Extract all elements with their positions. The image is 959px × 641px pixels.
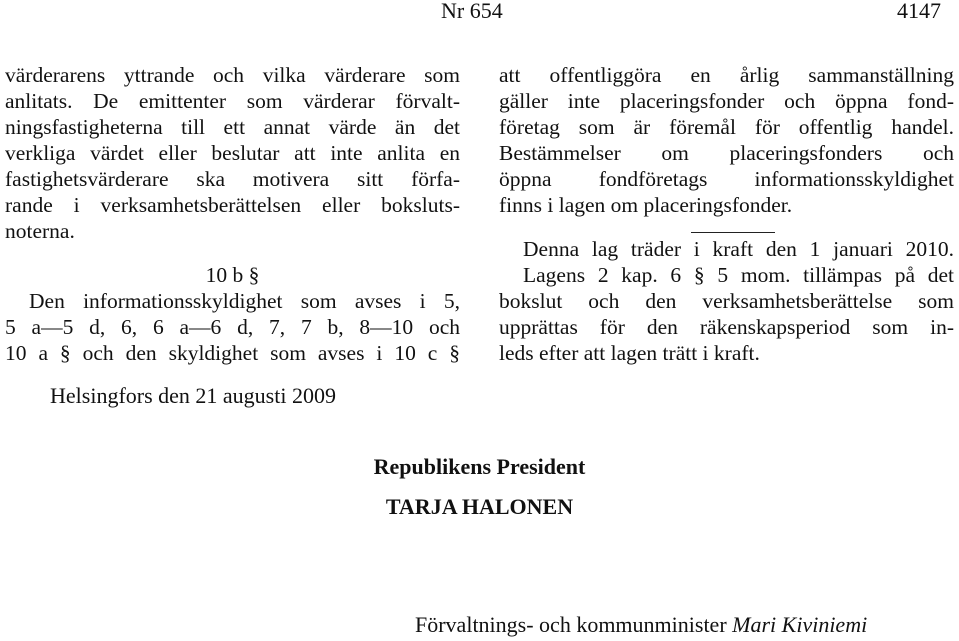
left-line: värderarens yttrande och vilka värderare som bbox=[5, 63, 460, 87]
right-line: gäller inte placeringsfonder och öppna fond- bbox=[499, 89, 954, 113]
right-line: finns i lagen om placeringsfonder. bbox=[499, 193, 793, 217]
right-line: företag som är föremål för offentlig handel. bbox=[499, 115, 954, 139]
entry-line: bokslut och den verksamhetsberättelse som bbox=[499, 289, 954, 313]
section-divider bbox=[691, 232, 775, 233]
right-line: öppna fondföretags informationsskyldighet bbox=[499, 167, 954, 191]
right-line: Bestämmelser om placeringsfonders och bbox=[499, 141, 954, 165]
minister-signature bbox=[415, 612, 867, 638]
section-line: 5 a—5 d, 6, 6 a—6 d, 7, 7 b, 8—10 och bbox=[5, 315, 460, 339]
entry-line: Lagens 2 kap. 6 § 5 mom. tillämpas på det bbox=[523, 263, 954, 287]
section-heading: 10 b § bbox=[205, 263, 260, 287]
page-number: 4147 bbox=[897, 0, 941, 23]
section-line: 10 a § och den skyldighet som avses i 10 c § bbox=[5, 341, 460, 365]
entry-line: Denna lag träder i kraft den 1 januari 2010. bbox=[523, 237, 954, 261]
issue-number: Nr 654 bbox=[441, 0, 503, 23]
place-and-date: Helsingfors den 21 augusti 2009 bbox=[50, 383, 336, 408]
left-line: anlitats. De emittenter som värderar förvalt- bbox=[5, 89, 460, 113]
left-line: fastighetsvärderare ska motivera sitt förfa- bbox=[5, 167, 460, 191]
left-line: noterna. bbox=[5, 219, 75, 243]
minister-title: Förvaltnings- och kommunminister bbox=[415, 612, 727, 637]
section-line: Den informationsskyldighet som avses i 5, bbox=[29, 289, 460, 313]
entry-line: upprättas för den räkenskapsperiod som in- bbox=[499, 315, 954, 339]
right-line: att offentliggöra en årlig sammanställning bbox=[499, 63, 954, 87]
president-title: Republikens President bbox=[373, 454, 586, 479]
left-line: verkliga värdet eller beslutar att inte anlita en bbox=[5, 141, 460, 165]
president-name: TARJA HALONEN bbox=[385, 494, 574, 519]
minister-name: Mari Kiviniemi bbox=[732, 612, 868, 637]
left-line: ningsfastigheterna till ett annat värde än det bbox=[5, 115, 460, 139]
entry-line: leds efter att lagen trätt i kraft. bbox=[499, 341, 760, 365]
left-line: rande i verksamhetsberättelsen eller boksluts- bbox=[5, 193, 460, 217]
